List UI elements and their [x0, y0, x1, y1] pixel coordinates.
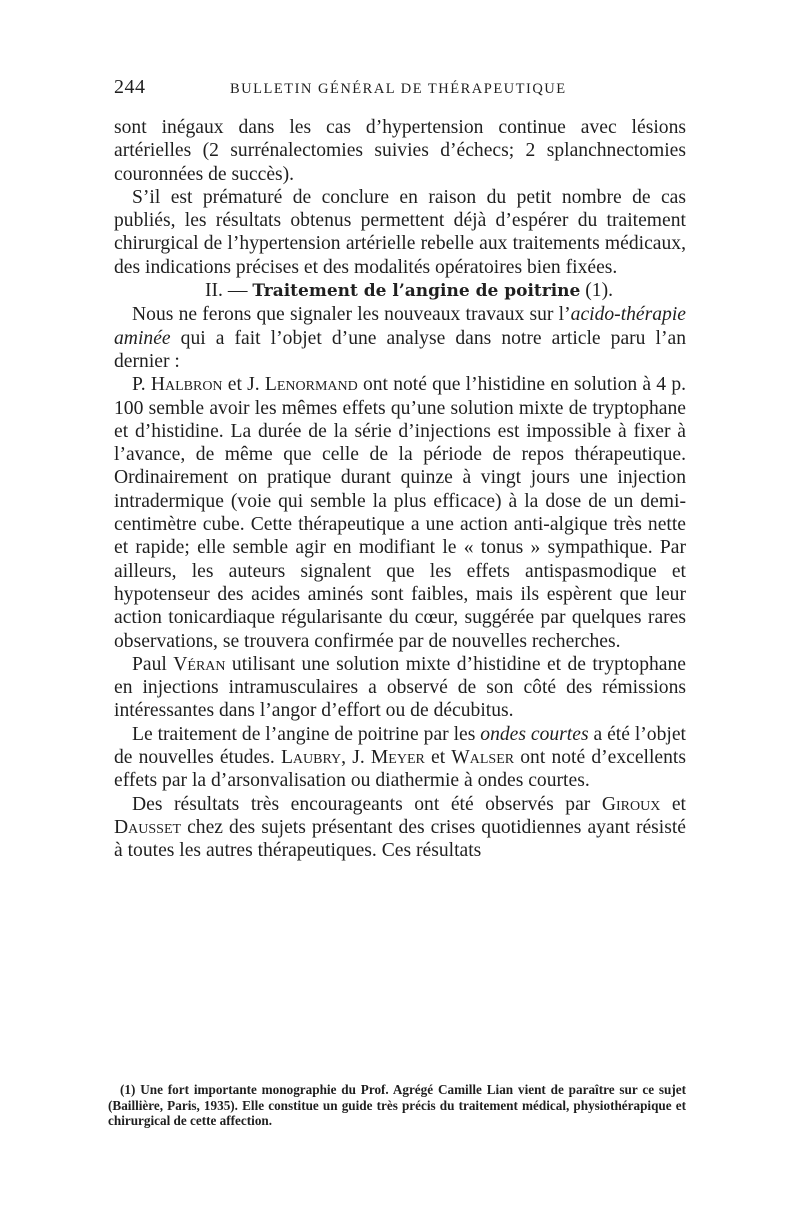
separator: , J.: [341, 747, 371, 769]
author-meyer: Meyer: [370, 747, 425, 769]
page-number: 244: [114, 76, 146, 98]
paragraph-7-text-end: chez des sujets présentant des crises quotidiennes ayant résisté à toutes les autres thérapeutiques. Ces résultats: [114, 816, 686, 862]
conjunction: et: [222, 374, 248, 396]
journal-title: BULLETIN GÉNÉRAL DE THÉRAPEUTIQUE: [230, 81, 567, 97]
paragraph-5-text: utilisant une solution mixte d’histidine et de tryptophane en injections intramusculaires a observé de son côté des rémissions intéressantes dans l’angor d’effort ou de décubitus.: [114, 653, 686, 722]
paragraph-4-text: ont noté que l’histidine en solution à 4 p. 100 semble avoir les mêmes effets qu’une solution mixte de tryptophane et d’histidine. La durée de la série d’injections est impossible à fixer à l’avance, de même que celle de la période de repos thérapeutique. Ordinairement on pratique durant quinze à vingt jours une injection intradermique (voie qui semble la plus efficace) à la dose de un demi-centimètre cube. Cette thérapeutique a une action anti-algique très nette et rapide; elle semble agir en modifiant le « tonus » sympathique. Par ailleurs, les auteurs signalent que les effets antispasmodique et hypotenseur des acides aminés sont faibles, mais ils espèrent que leur action tonicardiaque régularisante du cœur, suggérée par quelques rares observations, se trouvera confirmée par de nouvelles recherches.: [114, 374, 687, 652]
italic-term-acidotherapie: acido-thérapie aminée: [114, 304, 686, 349]
paragraph-1: sont inégaux dans les cas d’hypertension continue avec lésions artérielles (2 surrénalectomies suivies d’échecs; 2 splanchnectomies couronnées de succès).: [114, 117, 686, 185]
author-laubry: Laubry: [280, 747, 342, 769]
italic-term-ondes-courtes: ondes courtes: [480, 723, 589, 745]
paragraph-6-text-end: ont noté d’excellents effets par la d’arsonvalisation ou diathermie à ondes courtes.: [114, 747, 686, 792]
paragraph-7: [114, 793, 686, 863]
paragraph-2: S’il est prématuré de conclure en raison du petit nombre de cas publiés, les résultats obtenus permettent déjà d’espérer du traitement chirurgical de l’hypertension artérielle rebelle aux traitements médicaux, des indications précises et des modalités opératoires bien fixées.: [114, 186, 686, 278]
running-head: [114, 76, 686, 106]
author-walser: Walser: [451, 747, 515, 769]
paragraph-7-text: Des résultats très encourageants ont été observés par: [132, 793, 602, 815]
separator: et: [660, 793, 687, 815]
section-title: Traitement de l’angine de poitrine: [252, 281, 581, 302]
paragraph-5: [114, 653, 686, 723]
author-giroux: Giroux: [601, 793, 661, 815]
paragraph-3: [114, 303, 686, 373]
footnote-text: (1) Une fort importante monographie du Prof. Agrégé Camille Lian vient de paraître sur ce sujet (Baillière, Paris, 1935). Elle constitue un guide très précis du traitement médical, physiothérapique et chirurgical de cette affection.: [108, 1082, 686, 1128]
paragraph-3-text-end: qui a fait l’objet d’une analyse dans notre article paru l’an dernier :: [114, 327, 686, 372]
body-text: [114, 116, 686, 863]
paragraph-3-text: Nous ne ferons que signaler les nouveaux travaux sur l’: [132, 304, 571, 326]
separator: et: [424, 747, 452, 769]
section-heading: [114, 279, 686, 303]
footnote-reference: (1).: [585, 280, 614, 302]
author-dausset: Dausset: [114, 816, 182, 838]
author-first-name: Paul: [132, 653, 174, 675]
author-lenormand: J. Lenormand: [247, 374, 358, 396]
paragraph-4: [114, 373, 686, 653]
author-halbron: P. Halbron: [132, 374, 223, 396]
paragraph-6-text-middle: a été l’objet de nouvelles études.: [114, 723, 686, 769]
section-number: II. —: [204, 280, 248, 302]
paragraph-6: [114, 723, 686, 793]
paragraph-6-text: Le traitement de l’angine de poitrine par les: [132, 723, 481, 745]
footnote: [108, 1082, 686, 1129]
author-veran: Véran: [173, 653, 226, 675]
